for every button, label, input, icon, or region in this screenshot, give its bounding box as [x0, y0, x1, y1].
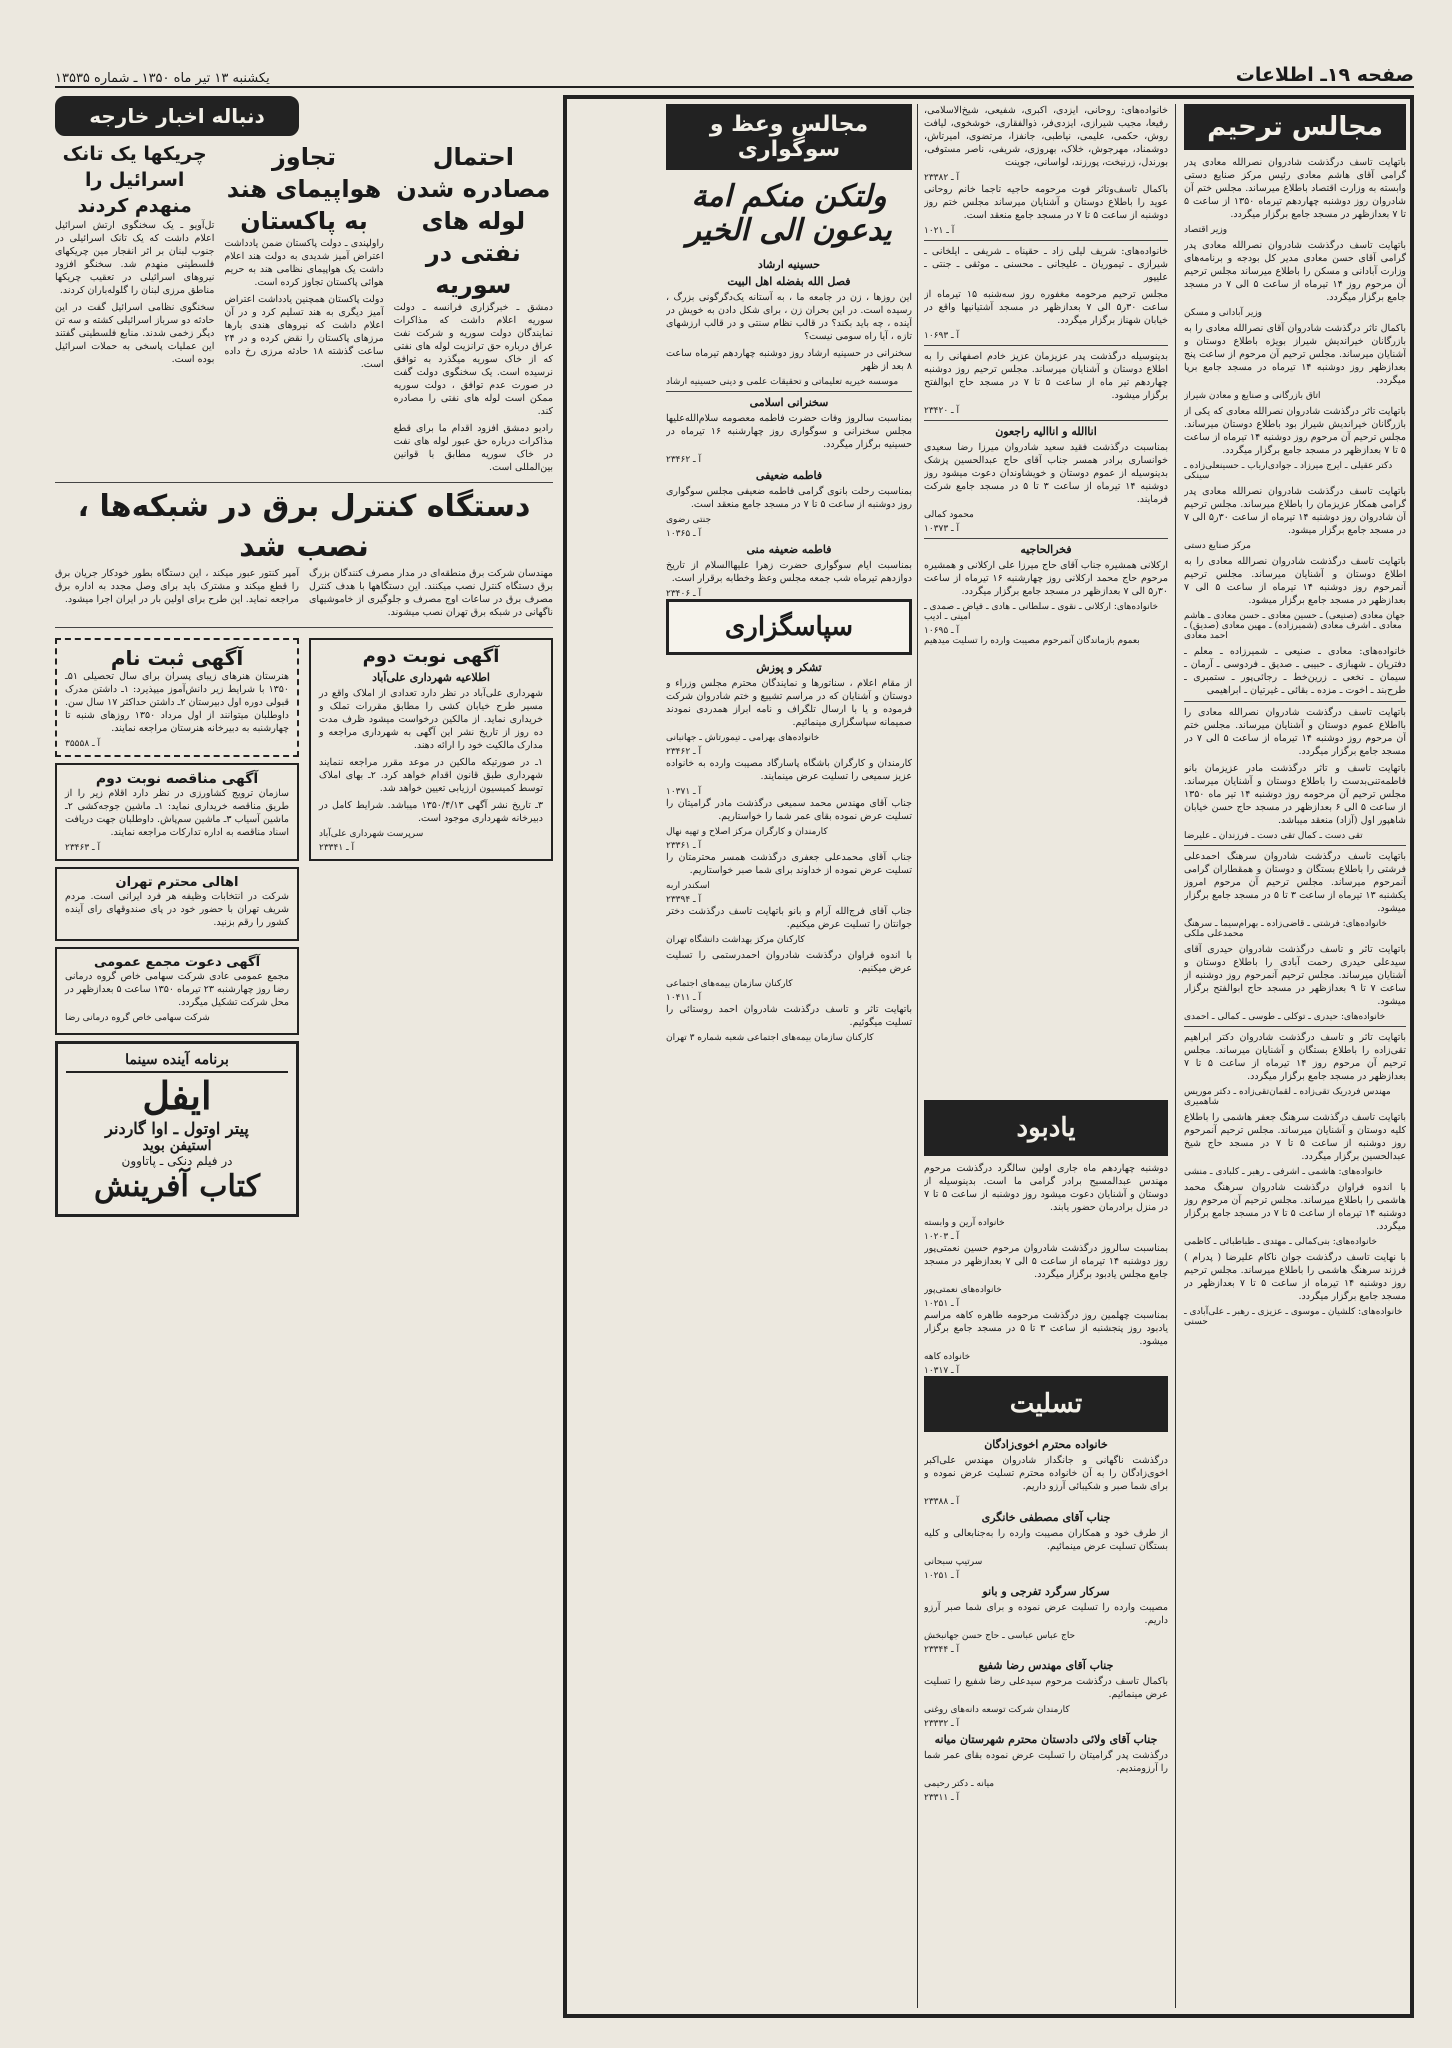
notice-signature: دکتر عقیلی ـ ایرج میرزاد ـ جوادی‌ارباب ـ حسینعلی‌زاده ـ سینکی: [1184, 461, 1393, 481]
divider: [924, 420, 1168, 421]
notice-heading: خانواده محترم اخوی‌زادگان: [984, 1438, 1108, 1451]
ad-code: آ ـ ۱۰۳۷۱: [666, 787, 702, 797]
notice-signature: کارکنان سازمان بیمه‌های اجتماعی: [666, 979, 793, 989]
notice-text: کارمندان و کارگران باشگاه پاسارگاد مصیبت وارده به خانواده عزیز سمیعی را تسلیت عرض مینمایند.: [666, 758, 912, 782]
notice-text: خانواده‌های: روحانی، ایزدی، اکبری، شفیعی، شیخ‌الاسلامی، رفیعا، مجیب شیرازی، ایزدی‌فر، ذوالفقاری، خوشخوی، لیافت روش، حکمی، علیمی، نیاطبی، جانفزا، مرتضوی، امیرتاش، دوشمناد، مهرجوش، خلاک، بهروزی، شریفی، ناصر مستوفی، بورندل، زرنیخت، پورزند، لواسانی، جوینت: [924, 105, 1168, 168]
ad-code: آ ـ ۱۰۳۶۵: [666, 529, 702, 539]
ad-text: ۱ـ در صورتیکه مالکین در موعد مقرر مراجعه ننمایند شهرداری طبق قانون اقدام خواهد کرد. ۲ـ بهای املاک توسط کمیسیون ارزیابی تعیین خواهد شد.: [319, 757, 544, 794]
notice-heading: جناب آقای مصطفی خانگری: [981, 1511, 1111, 1524]
notice-heading: فصل الله بفضله اهل البیت: [727, 275, 851, 288]
column-rule: [1175, 104, 1176, 2008]
news-columns-row: [55, 141, 553, 478]
ad-signature: سرپرست شهرداری علی‌آباد: [319, 829, 424, 839]
cinema-name: ایفل: [142, 1073, 212, 1118]
notice-text: باتهایت تاثر و تاسف درگذشت شادروان حیدری آقای سیدعلی حیدری رحمت آبادی را باطلاع دوستان و آشنایان میرساند. مجلس ترحیم آنمرحوم روز دوشنبه از ساعت ۷ تا ۹ بعدازظهر در مسجد حاج ابوالفتح برگزار میشود.: [1184, 944, 1406, 1007]
notice-heading: فاطمه ضعیفه منی: [746, 543, 832, 556]
ad-title: اهالی محترم تهران: [115, 875, 239, 890]
ad-code: آ ـ ۱۰۶۹۵: [924, 626, 960, 636]
notice-signature: خانواده‌های نعمتی‌پور: [924, 1285, 1002, 1295]
notice-text: ارکلانی همشیره جناب آقای حاج میرزا علی ارکلانی و همشیره مرحوم حاج محمد ارکلانی روز چهارشنبه ۱۶ تیرماه از ساعت ۳۰ر۵ الی ۷ بعدازظهر در مسجد جامع برگزار میگردد.: [924, 560, 1168, 597]
news-headline: احتمال مصادره شدن لوله های نفتی در سوریه: [396, 143, 551, 299]
notice-signature: حاج عباس عباسی ـ حاج حسن جهانبخش: [924, 1631, 1076, 1641]
news-headline: چریکها یک تانک اسرائیل را منهدم کردند: [62, 143, 207, 217]
ad-code: آ ـ ۱۰۲۰۳: [924, 1232, 960, 1242]
news-col-syria: [394, 141, 553, 478]
notice-signature: تقی دست ـ کمال تقی دست ـ فرزندان ـ علیرضا: [1184, 831, 1363, 841]
cinema-stars: پیتر اوتول ـ اوا گاردنر: [105, 1119, 249, 1138]
notice-signature: جهان معادی (صنیعی) ـ حسین معادی ـ حسن معادی ـ هاشم معادی ـ اشرف معادی (شمیرزاده) ـ مهین معادی (صدیق) ـ احمد معادی: [1184, 611, 1406, 641]
notice-text: جناب آقای فرج‌الله آرام و بانو باتهایت تاسف درگذشت دختر جوانتان را تسلیت عرض میکنیم.: [666, 906, 912, 930]
notice-text: خانواده‌های: معادی ـ صنیعی ـ شمیرزاده ـ معلم ـ دفتریان ـ شهبازی ـ حبیبی ـ صدیق ـ فردوسی ـ آرمان ـ سیمان ـ نخعی ـ زرین‌خط ـ رجائی‌پور ـ ستمبری ـ طرح‌بند ـ اخوت ـ مزده ـ بقائی ـ غیرتیان ـ ابراهیمی: [1184, 646, 1406, 696]
ad-code: آ ـ ۲۳۳۴۱: [319, 843, 355, 853]
ads-col-right: [309, 632, 553, 1217]
divider: [55, 627, 553, 628]
notice-text: درگذشت ناگهانی و جانگداز شادروان مهندس علی‌اکبر اخوی‌زادگان را به آن خانواده محترم تسلیت عرض نموده و برای شما صبر و شکیبائی آرزو داریم.: [924, 1455, 1168, 1492]
column-rule: [917, 104, 918, 2008]
sepasgozari-header: سپاسگزاری: [666, 599, 912, 655]
notice-text: با نهایت تاسف درگذشت جوان ناکام علیرضا ( پدرام ) فرزند سرهنگ هاشمی را باطلاع میرساند. مجلس ترحیم روز دوشنبه ۱۴ تیرماه از ساعت ۵ تا ۷ بعدازظهر در مسجد جامع برگزار میگردد.: [1184, 1252, 1406, 1302]
vaz-header: مجالس وعظ و سوگواری: [666, 104, 912, 170]
page-number-label: صفحه ۱۹ـ اطلاعات: [1235, 64, 1414, 86]
ad-code: آ ـ ۲۳۳۸۸: [924, 1497, 960, 1507]
notice-signature: وزیر آبادانی و مسکن: [1184, 308, 1263, 318]
notice-signature: خانواده کاهه: [924, 1352, 971, 1362]
ad-code: آ ـ ۱۰۲۵۱: [924, 1571, 960, 1581]
notice-signature: موسسه خیریه تعلیماتی و تحقیقات علمی و دینی حسینیه ارشاد: [666, 377, 899, 387]
divider: [55, 482, 553, 483]
ad-text: سازمان ترویج کشاورزی در نظر دارد اقلام زیر را از طریق مناقصه خریداری نماید: ۱ـ ماشین جوجه‌کشی ۲ـ ماشین آسیاب ۳ـ ماشین سم‌پاش. داوطلبان جهت دریافت اسناد مناقصه به اداره تدارکات مراجعه نمایند.: [65, 788, 289, 838]
news-text: دولت پاکستان همچنین یادداشت اعتراض آمیز دیگری به هند تسلیم کرد و در آن اعلام داشت که نیروهای هندی بارها مرزهای پاکستان را نقض کرده و در ۲۴ ساعت گذشته ۱۸ حادثه مرزی رخ داده است.: [224, 294, 384, 370]
divider: [924, 345, 1168, 346]
notice-text: با اندوه فراوان درگذشت شادروان احمدرستمی را تسلیت عرض میکنیم.: [666, 950, 912, 974]
ad-code: آ ـ ۱۰۲۵۱: [924, 1299, 960, 1309]
news-text: تل‌آویو ـ یک سخنگوی ارتش اسرائیل اعلام داشت که یک تانک اسرائیلی در جنوب لبنان بر اثر انفجار مین چریکهای فلسطینی منهدم شد. سخنگو افزود نیروهای اسرائیلی در تعقیب چریکها مناطق مرزی لبنان را گلوله‌باران کردند.: [55, 220, 215, 296]
ad-title: آگهی نوبت دوم: [362, 646, 500, 667]
column-vaz: [666, 104, 912, 2008]
notice-signature: خانواده‌های: بنی‌کمالی ـ مهتدی ـ طباطبائی ـ کاظمی: [1184, 1237, 1377, 1247]
notice-text: باتهایت تاسف درگذشت سرهنگ جعفر هاشمی را باطلاع کلیه دوستان و آشنایان میرساند. مجلس ترحیم آنمرحوم روز دوشنبه از ساعت ۵ تا ۷ در مسجد حاج شیخ عبدالحسین برگزار میگردد.: [1184, 1112, 1406, 1162]
notice-text: باکمال تاسف درگذشت مرحوم سیدعلی رضا شفیع را تسلیت عرض مینمائیم.: [924, 1676, 1168, 1700]
cinema-star-2: استیفن بوید: [142, 1138, 212, 1154]
divider: [924, 240, 1168, 241]
tehran-residents-box: [55, 867, 299, 941]
cinema-film-title: کتاب آفرینش: [93, 1169, 261, 1204]
news-col-israel: [55, 141, 214, 478]
ad-title: آگهی دعوت مجمع عمومی: [93, 955, 261, 970]
notice-signature: کارکنان مرکز بهداشت دانشگاه تهران: [666, 935, 805, 945]
notice-text: بمناسبت سالروز وفات حضرت فاطمه معصومه سلام‌الله‌علیها مجلس سخنرانی و سوگواری روز چهارشنبه ۱۶ تیرماه در حسینیه برگزار میگردد.: [666, 413, 912, 450]
notice-signature: وزیر اقتصاد: [1184, 225, 1228, 235]
notice-signature: اسکندر اربه: [666, 881, 710, 891]
notice-text: بمناسبت رحلت بانوی گرامی فاطمه ضعیفی مجلس سوگواری روز دوشنبه از ساعت ۵ تا ۷ در مسجد جامع منعقد است.: [666, 486, 912, 510]
notice-text: بدینوسیله درگذشت پدر عزیزمان عزیز خادم اصفهانی را به اطلاع دوستان و آشنایان میرساند. مجلس ترحیم روز دوشنبه چهاردهم تیر ماه از ساعت ۵ تا ۷ در مسجد حاج ابوالفتح برگزار میشود.: [924, 351, 1168, 401]
notice-text: باکمال تاثر درگذشت شادروان آقای نصرالله معادی را به بازرگانان خیراندیش شیراز بویژه باطلاع دوستان و آشنایان میرساند. مجلس ترحیم آن مرحوم از ساعت پنج بعدازظهر روز دوشنبه ۱۴ تیرماه در مسجد جامع برپا میگردد.: [1184, 323, 1406, 386]
news-text: دمشق ـ خبرگزاری فرانسه ـ دولت سوریه اعلام داشت که مذاکرات نمایندگان دولت سوریه و شرکت نفت عراق درباره حق ترانزیت لوله های نفتی که از خاک سوریه میگذرد به توافق نرسیده است. یک سخنگوی دولت گفت در صورت عدم توافق ، دولت سوریه ممکن است لوله های نفتی را مصادره کند.: [393, 302, 553, 417]
notice-signature: کارمندان و کارگران مرکز اصلاح و تهیه نهال: [666, 827, 828, 837]
news-text: سخنگوی نظامی اسرائیل گفت در این حادثه دو سرباز اسرائیلی کشته و سه تن دیگر زخمی شدند. منابع فلسطینی گفتند این عملیات پاسخی به حملات اسرائیل بوده است.: [55, 302, 215, 365]
notice-text: بمناسبت ایام سوگواری حضرت زهرا علیهاالسلام از تاریخ دوازدهم تیرماه شب جمعه مجلس وعظ وخطابه برقرار است.: [666, 560, 912, 584]
notice-heading: جناب آقای ولائی دادستان محترم شهرستان میانه: [934, 1733, 1158, 1746]
divider: [924, 538, 1168, 539]
ad-text: هنرستان هنرهای زیبای پسران برای سال تحصیلی ۵۱ـ ۱۳۵۰ با شرایط زیر دانش‌آموز میپذیرد: ۱ـ داشتن مدرک قبولی دوره اول دبیرستان ۲ـ داشتن حداکثر ۱۷ سال سن. داوطلبان میتوانند از اول مرداد ۱۳۵۰ روزهای شنبه تا چهارشنبه به دبیرخانه هنرستان مراجعه نمایند.: [65, 671, 289, 734]
ad-code: آ ـ ۲۳۳۹۴: [666, 895, 702, 905]
news-headline: تجاوز هواپیمای هند به پاکستان: [226, 143, 382, 235]
notice-signature: کارکنان سازمان بیمه‌های اجتماعی شعبه شماره ۳ تهران: [666, 1033, 874, 1043]
ad-code: آ ـ ۲۳۳۳۲: [924, 1719, 960, 1729]
ad-subtitle: اطلاعیه شهرداری علی‌آباد: [372, 671, 490, 684]
notice-heading: سخنرانی اسلامی: [749, 396, 829, 409]
electricity-text-row: [55, 567, 553, 623]
news-text: رادیو دمشق افزود اقدام ما برای قطع مذاکرات درباره حق عبور لوله های نفت در خاک سوریه مطابق با قوانین بین‌المللی است.: [393, 423, 553, 473]
ad-text: شرکت در انتخابات وظیفه هر فرد ایرانی است. مردم شریف تهران با حضور خود در پای صندوقهای رای آینده کشور را رقم بزنید.: [65, 891, 289, 928]
ad-code: آ ـ ۲۳۴۶۲: [666, 747, 702, 757]
notice-text: باتهایت تاسف درگذشت شادروان نصرالله معادی را به اطلاع دوستان و آشنایان میرساند. مجلس ترحیم آنمرحوم روز دوشنبه ۱۴ تیرماه از ساعت ۵ الی ۷ بعدازظهر در مسجد جامع برگزار میشود.: [1184, 556, 1406, 606]
notice-signature: مرکز صنایع دستی: [1184, 541, 1251, 551]
notice-text: مصیبت وارده را تسلیت عرض نموده و برای شما صبر آرزو داریم.: [924, 1602, 1168, 1626]
yadbood-header: یادبود: [924, 1100, 1168, 1156]
notice-signature: خانواده آرین و وابسته: [924, 1218, 1005, 1228]
registration-ad-box: [55, 638, 299, 757]
ad-text: شهرداری علی‌آباد در نظر دارد تعدادی از املاک واقع در مسیر طرح خیابان کشی را مطابق مقررات تملک و خریداری نماید. از مالکین درخواست میشود ظرف مدت ده روز از تاریخ نشر این آگهی به شهرداری مراجعه و مدارک مالکیت خود را ارائه دهند.: [319, 688, 543, 751]
notice-signature: مهندس فردریک تقی‌زاده ـ لقمان‌تقی‌زاده ـ دکتر موریس شاهمیری: [1184, 1087, 1391, 1107]
ad-code: آ ـ ۱۰۴۱۱: [666, 993, 702, 1003]
issue-date-label: یکشنبه ۱۳ تیر ماه ۱۳۵۰ ـ شماره ۱۳۵۳۵: [55, 71, 270, 86]
notice-text: مجلس ترحیم مرحومه مغفوره روز سه‌شنبه ۱۵ تیرماه از ساعت ۳۰ر۵ الی ۷ بعدازظهر در مسجد آشتیانیها واقع در خیابان شهناز برگزار میگردد.: [924, 289, 1168, 326]
notice-signature: خانواده‌های: فرشتی ـ قاضی‌زاده ـ بهرام‌سیما ـ سرهنگ محمدعلی ملکی: [1184, 919, 1387, 939]
notice-text: باتهایت تاثر درگذشت شادروان نصرالله معادی که یکی از بازرگانان خیراندیش شیراز بود باطلاع دوستان میرساند. مجلس ترحیم آن مرحوم روز دوشنبه ۱۴ تیرماه از ساعت ۵ تا ۷ بعدازظهر در مسجد جامع برگزار میگردد.: [1184, 406, 1406, 456]
ad-code: آ ـ ۲۳۳۱۱: [924, 1793, 960, 1803]
ad-code: آ ـ ۱۰۳۱۷: [924, 1366, 960, 1376]
ad-code: آ ـ ۲۳۳۴۴: [924, 1645, 960, 1655]
ad-code: آ ـ ۱۰۶۹۳: [924, 331, 960, 341]
notice-text: جناب آقای مهندس محمد سمیعی درگذشت مادر گرامیتان را تسلیت عرض نموده بقای عمر شما را خواستاریم.: [666, 798, 912, 822]
notice-signature: خانواده‌های: کلشیان ـ موسوی ـ عزیزی ـ رهبر ـ علی‌آبادی ـ حسنی: [1184, 1307, 1403, 1327]
notice-text: باتهایت تاسف درگذشت شادروان نصرالله معادی را بااطلاع عموم دوستان و آشنایان میرساند. مجلس ختم آن مرحوم روز دوشنبه ۱۴ تیرماه از ساعت ۵ الی ۷ در مسجد جامع برگزار میگردد.: [1184, 707, 1406, 757]
divider: [1184, 845, 1406, 846]
cinema-program-title: برنامه آینده سینما: [66, 1052, 288, 1073]
column-tarhim: [1184, 104, 1406, 2008]
left-news-section: [55, 96, 553, 2008]
divider: [1184, 701, 1406, 702]
notice-text: دوشنبه چهاردهم ماه جاری اولین سالگرد درگذشت مرحوم مهندس عبدالمسیح برادر گرامی ما است. بدینوسیله از دوستان و آشنایان دعوت میشود روز دوشنبه از ساعت ۵ تا ۷ در منزل برادرمان حضور یابند.: [924, 1163, 1168, 1213]
tasliyat-header: تسلیت: [924, 1376, 1168, 1432]
notice-signature: اتاق بازرگانی و صنایع و معادن شیراز: [1184, 391, 1321, 401]
notice-signature: خانواده‌های: هاشمی ـ اشرفی ـ رهبر ـ کلبادی ـ منشی: [1184, 1167, 1383, 1177]
notice-text: بمناسبت چهلمین روز درگذشت مرحومه طاهره کاهه مراسم یادبود روز پنجشنبه از ساعت ۳ تا ۵ در مسجد جامع برگزار میشود.: [924, 1310, 1168, 1347]
ad-code: آ ـ ۲۳۴۲۰: [924, 406, 960, 416]
ad-code: آ ـ ۳۵۵۵۸: [65, 739, 101, 749]
ads-col-left: [55, 632, 299, 1217]
notice-text: با اندوه فراوان درگذشت شادروان سرهنگ محمد هاشمی را باطلاع میرساند. مجلس ترحیم آن مرحوم روز دوشنبه ۱۴ تیرماه از ساعت ۵ تا ۷ در مسجد جامع برگزار میگردد.: [1184, 1182, 1406, 1232]
notice-text: بمناسبت درگذشت فقید سعید شادروان میرزا رضا سعیدی خوانساری برادر همسر جناب آقای حاج عبدالحسین پزشک بدینوسیله از عموم دوستان و خویشاوندان دعوت میشود روز دوشنبه ۱۴ تیرماه از ساعت ۳ تا ۵ در مسجد جامع شرکت فرمایند.: [924, 442, 1168, 505]
ads-row: [55, 632, 553, 1217]
notice-signature: میانه ـ دکتر رحیمی: [924, 1779, 995, 1789]
tarhim-header: مجالس ترحیم: [1184, 104, 1406, 150]
notice-signature: خانواده‌های بهرامی ـ تیمورتاش ـ جهانبانی: [666, 733, 820, 743]
notice-signature: کارمندان شرکت توسعه دانه‌های روغنی: [924, 1705, 1070, 1715]
ad-code: آ ـ ۲۳۳۸۲: [924, 173, 960, 183]
tender-ad-box: [55, 763, 299, 861]
notice-text: باتهایت تاسف و تاثر درگذشت مادر عزیزمان بانو فاطمه‌تنی‌بدست را باطلاع دوستان و آشنایان میرساند. مجلس ترحیم آن مرحومه روز دوشنبه ۱۴ تیر ماه ۱۳۵۰ از ساعت ۵ الی ۶ بعدازظهر در مسجد حاج حسن خیابان شاهپور اول (آزاد) منعقد میباشد.: [1184, 763, 1406, 826]
notice-text: سخنرانی در حسینیه ارشاد روز دوشنبه چهاردهم تیرماه ساعت ۸ بعد از ظهر: [666, 348, 912, 372]
notice-text: باکمال تاسف‌وتاثر فوت مرحومه حاجیه تاجما خانم روحانی عوید را باطلاع دوستان و آشنایان میرساند مجلس ختم روز دوشنبه از ساعت ۵ تا ۷ در مسجد جامع منعقد است.: [924, 184, 1168, 221]
notice-signature: جنتی رضوی: [666, 515, 712, 525]
notice-text: باتهایت تاسف درگذشت شادروان نصرالله معادی پدر گرامی همکار عزیزمان را باطلاع میرساند. مجلس ترحیم آن شادروان روز دوشنبه ۱۴ تیرماه از ساعت ۳۰ر۵ الی ۷ در مسجد جامع برگزار میشود.: [1184, 486, 1406, 536]
ad-text: مجمع عمومی عادی شرکت سهامی خاص گروه درمانی رضا روز چهارشنبه ۲۳ تیرماه ۱۳۵۰ ساعت ۵ بعدازظهر در محل شرکت تشکیل میگردد.: [65, 971, 289, 1008]
news-col-india: [224, 141, 383, 478]
ad-code: آ ـ ۲۳۴۶۳: [65, 843, 101, 853]
notice-text: جناب آقای محمدعلی جعفری درگذشت همسر محترمتان را تسلیت عرض نموده از خداوند برای شما صبر خواستاریم.: [666, 852, 912, 876]
notice-text: باتهایت تاثر و تاسف درگذشت شادروان احمد روستائی را تسلیت میگوئیم.: [666, 1004, 912, 1028]
ad-code: آ ـ ۱۰۲۱: [924, 226, 955, 236]
calligraphy-verse: ولتکن منکم امة یدعون الی الخیر: [686, 179, 892, 248]
notice-text: درگذشت پدر گرامیتان را تسلیت عرض نموده بقای عمر شما را آرزومندیم.: [924, 1750, 1168, 1774]
ad-title: آگهی ثبت نام: [110, 646, 244, 670]
ad-notice-box: [309, 638, 553, 861]
notice-heading: تشکر و پوزش: [756, 661, 822, 674]
notice-text: باتهایت تاسف درگذشت شادروان نصرالله معادی پدر گرامی آقای حسن معادی مدیر کل بودجه و برنامه‌های وزارت آبادانی و مسکن را باطلاع میرساند مجلس ترحیم آن مرحوم روز ۱۴ تیرماه از ساعت ۵ الی ۷ در مسجد جامع برگزار میگردد.: [1184, 240, 1406, 303]
notice-text: باتهایت تاثر و تاسف درگذشت شادروان دکتر ابراهیم تقی‌زاده را باطلاع بستگان و آشنایان میرساند. مجلس ترحیم آن مرحوم روز ۱۴ تیرماه از ساعت ۵ تا ۷ بعدازظهر در مسجد جامع برگزار میگردد.: [1184, 1032, 1406, 1082]
notice-signature: بعموم بازماندگان آنمرحوم مصیبت وارده را تسلیت میدهیم: [924, 636, 1140, 646]
hosseinieh-name: حسینیه ارشاد: [757, 258, 821, 271]
column-yadbood: [924, 1100, 1168, 2008]
notice-signature: سرتیپ سبحانی: [924, 1557, 983, 1567]
notice-heading: فخرالحاجیه: [1020, 543, 1072, 556]
foreign-news-section-title: دنباله اخبار خارجه: [55, 96, 299, 136]
notice-heading: جناب آقای مهندس رضا شفیع: [978, 1659, 1114, 1672]
divider: [666, 391, 912, 392]
divider: [1184, 1026, 1406, 1027]
ad-title: آگهی مناقصه نوبت دوم: [95, 771, 259, 787]
notice-signature: خانواده‌های: ارکلانی ـ نقوی ـ سلطانی ـ هادی ـ فیاض ـ صمدی ـ امینی ـ ادیب: [924, 602, 1159, 622]
news-text: راولپندی ـ دولت پاکستان ضمن یادداشت اعتراض آمیز شدیدی به دولت هند اعلام داشت یک هواپیمای نظامی هند به حریم هوائی پاکستان تجاوز کرده است.: [224, 238, 384, 288]
notice-heading: سرکار سرگرد تفرجی و بانو: [982, 1585, 1110, 1598]
ad-code: آ ـ ۲۳۴۶۲: [666, 455, 702, 465]
general-assembly-box: [55, 947, 299, 1035]
notice-text: خانواده‌های: شریف لیلی زاد ـ حقپناه ـ شریفی ـ ایلخانی ـ شیرازی ـ تیموریان ـ علیجانی ـ محسنی ـ موثقی ـ جنتی ـ علیپور: [924, 246, 1168, 283]
cinema-ad: [55, 1041, 299, 1217]
page-masthead: [55, 60, 1414, 88]
notice-text: از طرف خود و همکاران مصیبت وارده را به‌جنابعالی و کلیه بستگان تسلیت عرض مینمائیم.: [924, 1528, 1168, 1552]
news-text: مهندسان شرکت برق منطقه‌ای در مدار مصرف کنندگان بزرگ برق دستگاه کنترل نصب میکنند. این دستگاهها با هدف کنترل مصرف برق در ساعات اوج مصرف و جلوگیری از خاموشیهای ناگهانی در شبکه برق تهران نصب میشوند.: [309, 568, 553, 618]
ad-code: آ ـ ۱۰۳۷۳: [924, 524, 960, 534]
notice-heading: فاطمه ضعیفی: [755, 469, 823, 482]
news-headline-electricity: دستگاه کنترل برق در شبکه‌ها ، نصب شد: [77, 489, 531, 564]
notice-text: باتهایت تاسف درگذشت شادروان نصرالله معادی پدر گرامی آقای هاشم معادی رئیس مرکز صنایع دستی وابسته به وزارت اقتصاد باطلاع میرساند. مجلس ختم آن شادروان روز دوشنبه چهاردهم تیرماه ۱۳۵۰ از ساعت ۵ تا ۷ بعدازظهر در مسجد جامع برگزار میگردد.: [1184, 157, 1406, 220]
ad-text: ۳ـ تاریخ نشر آگهی ۱۳۵۰/۴/۱۳ میباشد. شرایط کامل در دبیرخانه شهرداری موجود است.: [319, 800, 543, 824]
notice-text: بمناسبت سالروز درگذشت شادروان مرحوم حسین نعمتی‌پور روز دوشنبه ۱۴ تیرماه از ساعت ۵ الی ۷ بعدازظهر در مسجد جامع مجلس یادبود برگزار میگردد.: [924, 1243, 1168, 1280]
ad-code: آ ـ ۲۳۳۶۱: [666, 841, 702, 851]
ad-code: آ ـ ۲۳۴۰۶: [666, 589, 702, 599]
news-text: آمپر کنتور عبور میکند ، این دستگاه بطور خودکار جریان برق را قطع میکند و مشترک باید برای وصل مجدد به اداره برق مراجعه نماید. این طرح برای اولین بار در ایران اجرا میشود.: [55, 568, 299, 605]
notice-text: از مقام اعلام ، سناتورها و نمایندگان محترم مجلس وزراء و دوستان و آشنایان که در مراسم تشییع و ختم شادروان شرکت فرموده و یا با ارسال تلگراف و نامه ابراز همدردی نمودند صمیمانه سپاسگزاری مینمائیم.: [666, 678, 912, 728]
notice-signature: خانواده‌های: حیدری ـ توکلی ـ طوسی ـ کمالی ـ احمدی: [1184, 1012, 1386, 1022]
notice-text: این روزها ، زن در جامعه ما ، به آستانه یک‌دگرگونی بزرگ ، رسیده است. در این بحران زن ، برای شکل دادن به خویش در آینده ، چه باید بکند؟ در قالب نظام سنتی و در قالب ارزشهای تازه ، آیا راه سومی نیست؟: [666, 292, 912, 342]
notice-heading: اناالله و انااليه راجعون: [995, 425, 1097, 438]
ad-signature: شرکت سهامی خاص گروه درمانی رضا: [65, 1013, 210, 1023]
notice-text: باتهایت تاسف درگذشت شادروان سرهنگ احمدعلی فرشتی را باطلاع بستگان و دوستان و همقطاران گرامی آنمرحوم میرساند. مجلس ترحیم آن مرحوم امروز یکشنبه ۱۳ تیرماه از ساعت ۳ تا ۵ در مسجد جامع برگزار میشود.: [1184, 851, 1406, 914]
cinema-film: در فیلم دنکی ـ پاتاوون: [121, 1154, 233, 1168]
notice-signature: محمود کمالی: [924, 510, 974, 520]
